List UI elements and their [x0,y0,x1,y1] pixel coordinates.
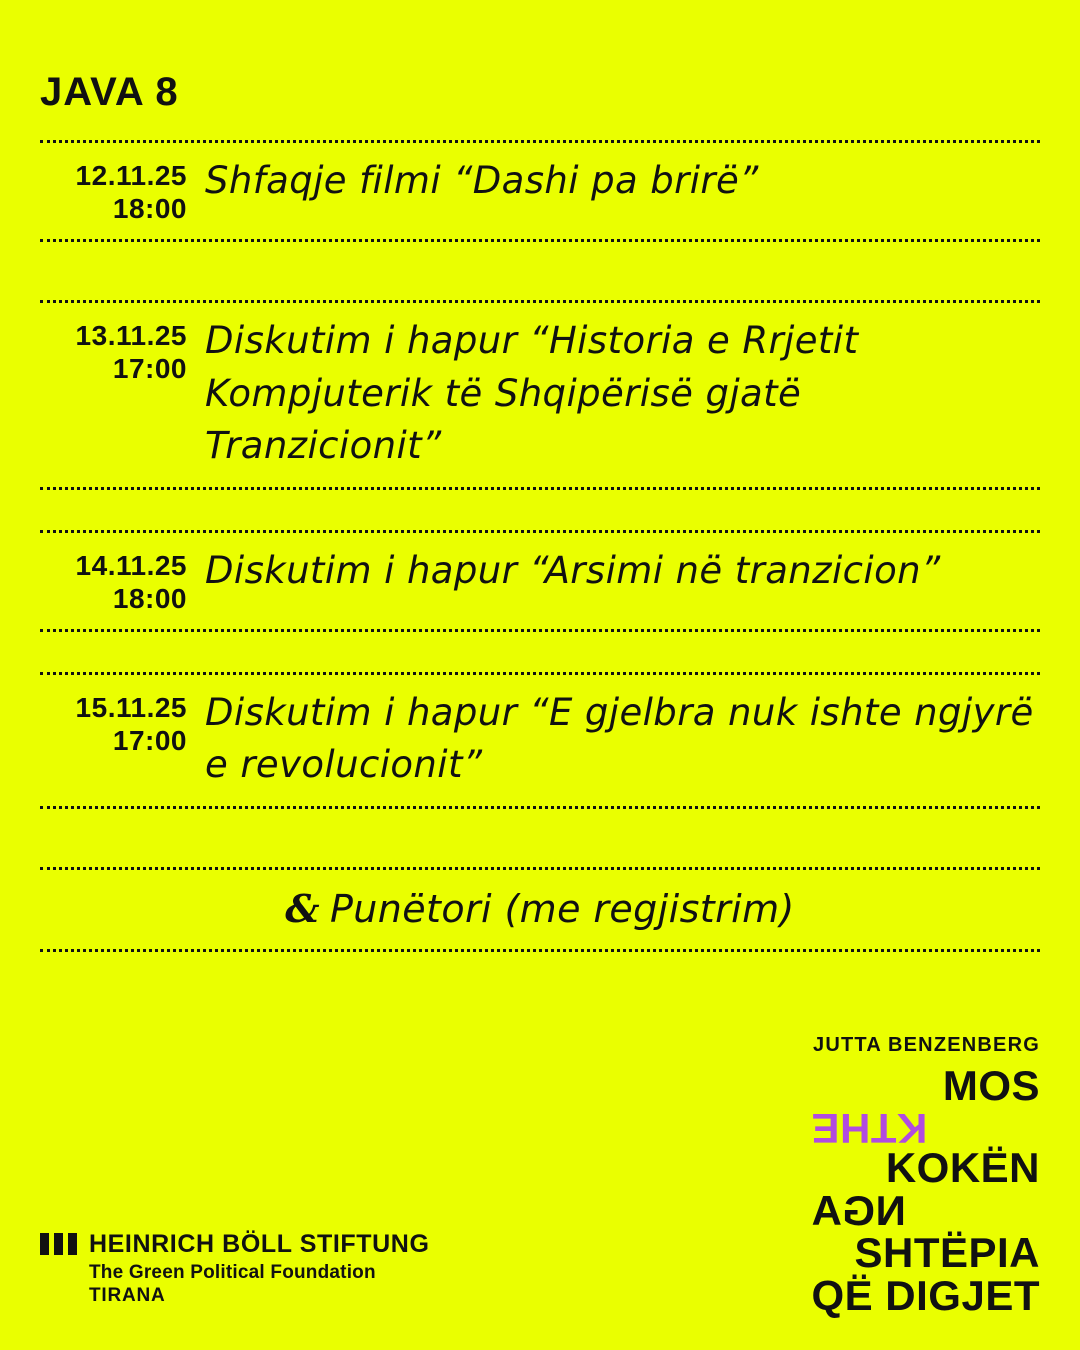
book-title-line-4: NGA [811,1186,907,1234]
event-datetime [40,545,205,615]
foundation-city: TIRANA [89,1285,166,1307]
event-title: Diskutim i hapur “Arsimi në tranzicion” [205,548,941,592]
bar-segment [68,1233,77,1255]
book-title-line-2: KTHE [811,1104,928,1152]
workshop-row [40,870,1040,949]
event-title: Shfaqje filmi “Dashi pa brirë” [205,159,759,202]
row-spacer [40,242,1040,300]
workshop-text [285,886,794,931]
workshop-label: Punëtori (me regjistrim) [329,886,795,931]
schedule-row [40,143,1040,239]
book-title-line-5: SHTËPIA [854,1229,1040,1277]
foundation-text [89,1229,430,1308]
event-time: 18:00 [112,193,187,225]
schedule-row [40,675,1040,806]
event-title: Diskutim i hapur “Historia e Rrjetit Kompjuterik të Shqipërisë gjatë Tranzicionit” [205,319,859,468]
event-time: 17:00 [112,724,187,756]
foundation-logo [40,1229,430,1308]
bar-segment [40,1233,49,1255]
event-date: 13.11.25 [75,320,187,352]
ampersand-icon: & [285,885,320,931]
book-credit-block [811,1035,1040,1318]
page-title: JAVA 8 [40,70,179,114]
book-title-line-3: KOKËN [885,1143,1040,1191]
foundation-bars-icon [40,1233,77,1255]
event-date: 15.11.25 [75,691,187,723]
event-time: 17:00 [112,353,187,385]
row-spacer [40,490,1040,530]
book-title-line-6: QË DIGJET [811,1272,1040,1320]
row-spacer [40,632,1040,672]
schedule-row [40,533,1040,629]
event-date: 12.11.25 [75,160,187,191]
schedule-row [40,303,1040,487]
book-title-line-1: MOS [942,1062,1040,1110]
photographer-name: JUTTA BENZENBERG [813,1034,1040,1057]
event-datetime [40,315,205,385]
foundation-name: HEINRICH BÖLL STIFTUNG [89,1230,430,1259]
event-title: Diskutim i hapur “E gjelbra nuk ishte ngjyrë e revolucionit” [205,690,1034,787]
bar-segment [54,1233,63,1255]
event-time: 18:00 [112,582,187,614]
divider [40,949,1040,952]
foundation-tagline: The Green Political Foundation [89,1261,376,1283]
event-datetime [40,155,205,225]
schedule-list [40,140,1040,952]
event-date: 14.11.25 [75,549,187,581]
row-spacer [40,809,1040,867]
event-datetime [40,687,205,757]
